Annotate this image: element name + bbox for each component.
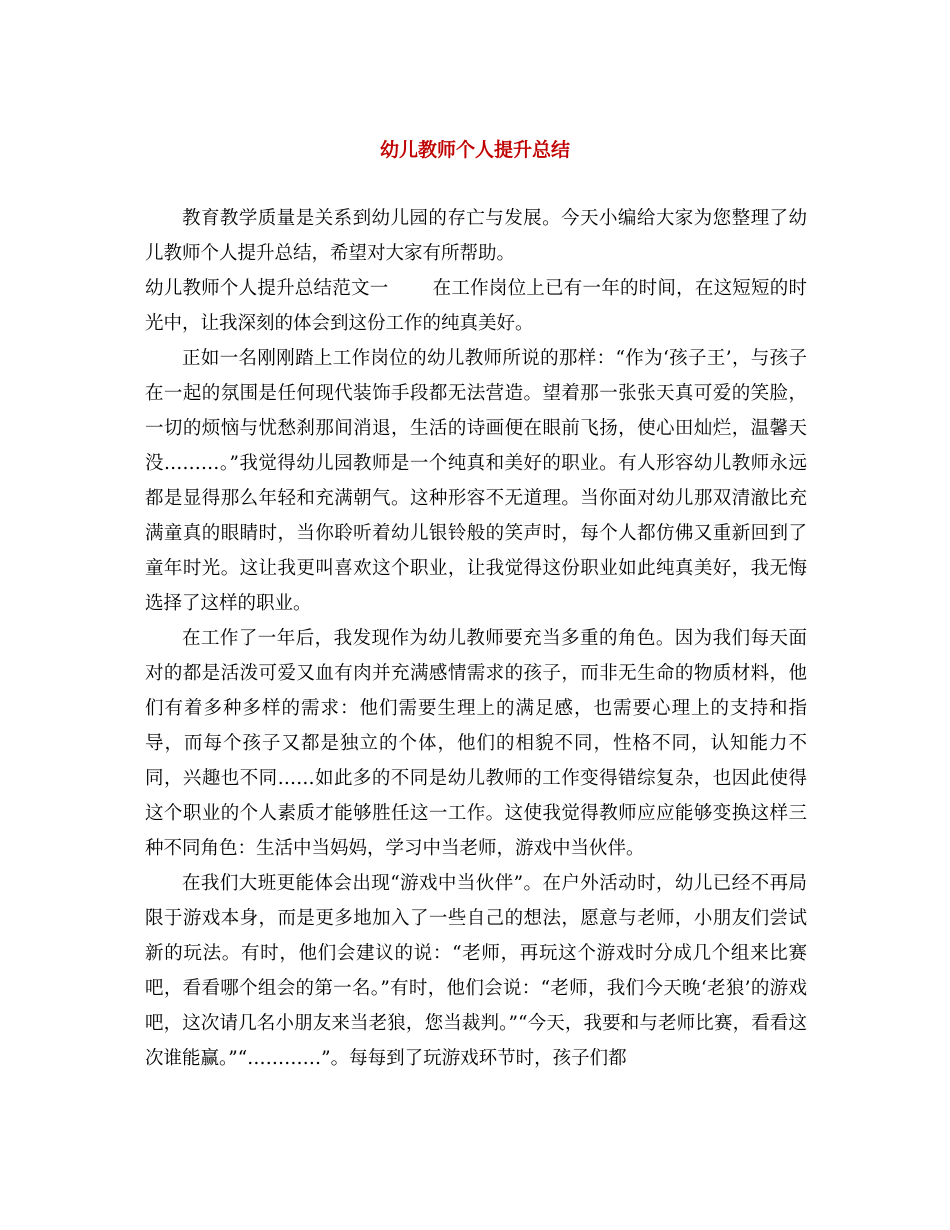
intro-paragraph: 教育教学质量是关系到幼儿园的存亡与发展。今天小编给大家为您整理了幼儿教师个人提升总结，希望对大家有所帮助。 [145, 208, 807, 264]
body-paragraph-2: 在工作了一年后，我发现作为幼儿教师要充当多重的角色。因为我们每天面对的都是活泼可爱又血有肉并充满感情需求的孩子，而非无生命的物质材料，他们有着多种多样的需求：他们需要生理上的满足感，也需要心理上的支持和指导，而每个孩子又都是独立的个体，他们的相貌不同，性格不同，认知能力不同，兴趣也不同……如此多的不同是幼儿教师的工作变得错综复杂，也因此使得这个职业的个人素质才能够胜任这一工作。这使我觉得教师应应能够变换这样三种不同角色：生活中当妈妈，学习中当老师，游戏中当伙伴。 [145, 628, 807, 859]
section-heading: 幼儿教师个人提升总结范文一 [145, 278, 389, 299]
section-paragraph [145, 271, 807, 341]
body-paragraph-1: 正如一名刚刚踏上工作岗位的幼儿教师所说的那样：“作为‘孩子王’，与孩子在一起的氛围是任何现代装饰手段都无法营造。望着那一张张天真可爱的笑脸，一切的烦恼与忧愁刹那间消退，生活的诗画便在眼前飞扬，使心田灿烂，温馨天没………。”我觉得幼儿园教师是一个纯真和美好的职业。有人形容幼儿教师永远都是显得那么年轻和充满朝气。这种形容不无道理。当你面对幼儿那双清澈比充满童真的眼睛时，当你聆听着幼儿银铃般的笑声时，每个人都仿佛又重新回到了童年时光。这让我更叫喜欢这个职业，让我觉得这份职业如此纯真美好，我无悔选择了这样的职业。 [145, 348, 807, 614]
body-paragraph-3: 在我们大班更能体会出现“游戏中当伙伴”。在户外活动时，幼儿已经不再局限于游戏本身，而是更多地加入了一些自己的想法，愿意与老师，小朋友们尝试新的玩法。有时，他们会建议的说：“老师，再玩这个游戏时分成几个组来比赛吧，看看哪个组会的第一名。”有时，他们会说：“老师，我们今天晚‘老狼’的游戏吧，这次请几名小朋友来当老狼，您当裁判。”“今天，我要和与老师比赛，看看这次谁能赢。”“…………”。每每到了玩游戏环节时，孩子们都 [145, 873, 807, 1069]
document-title: 幼儿教师个人提升总结 [379, 139, 570, 161]
document-body [145, 201, 807, 1076]
section-lead: 在工作岗位上已有一年的时间，在这短短的时光中，让我深刻的体会到这份工作的纯真美好。 [145, 278, 807, 334]
